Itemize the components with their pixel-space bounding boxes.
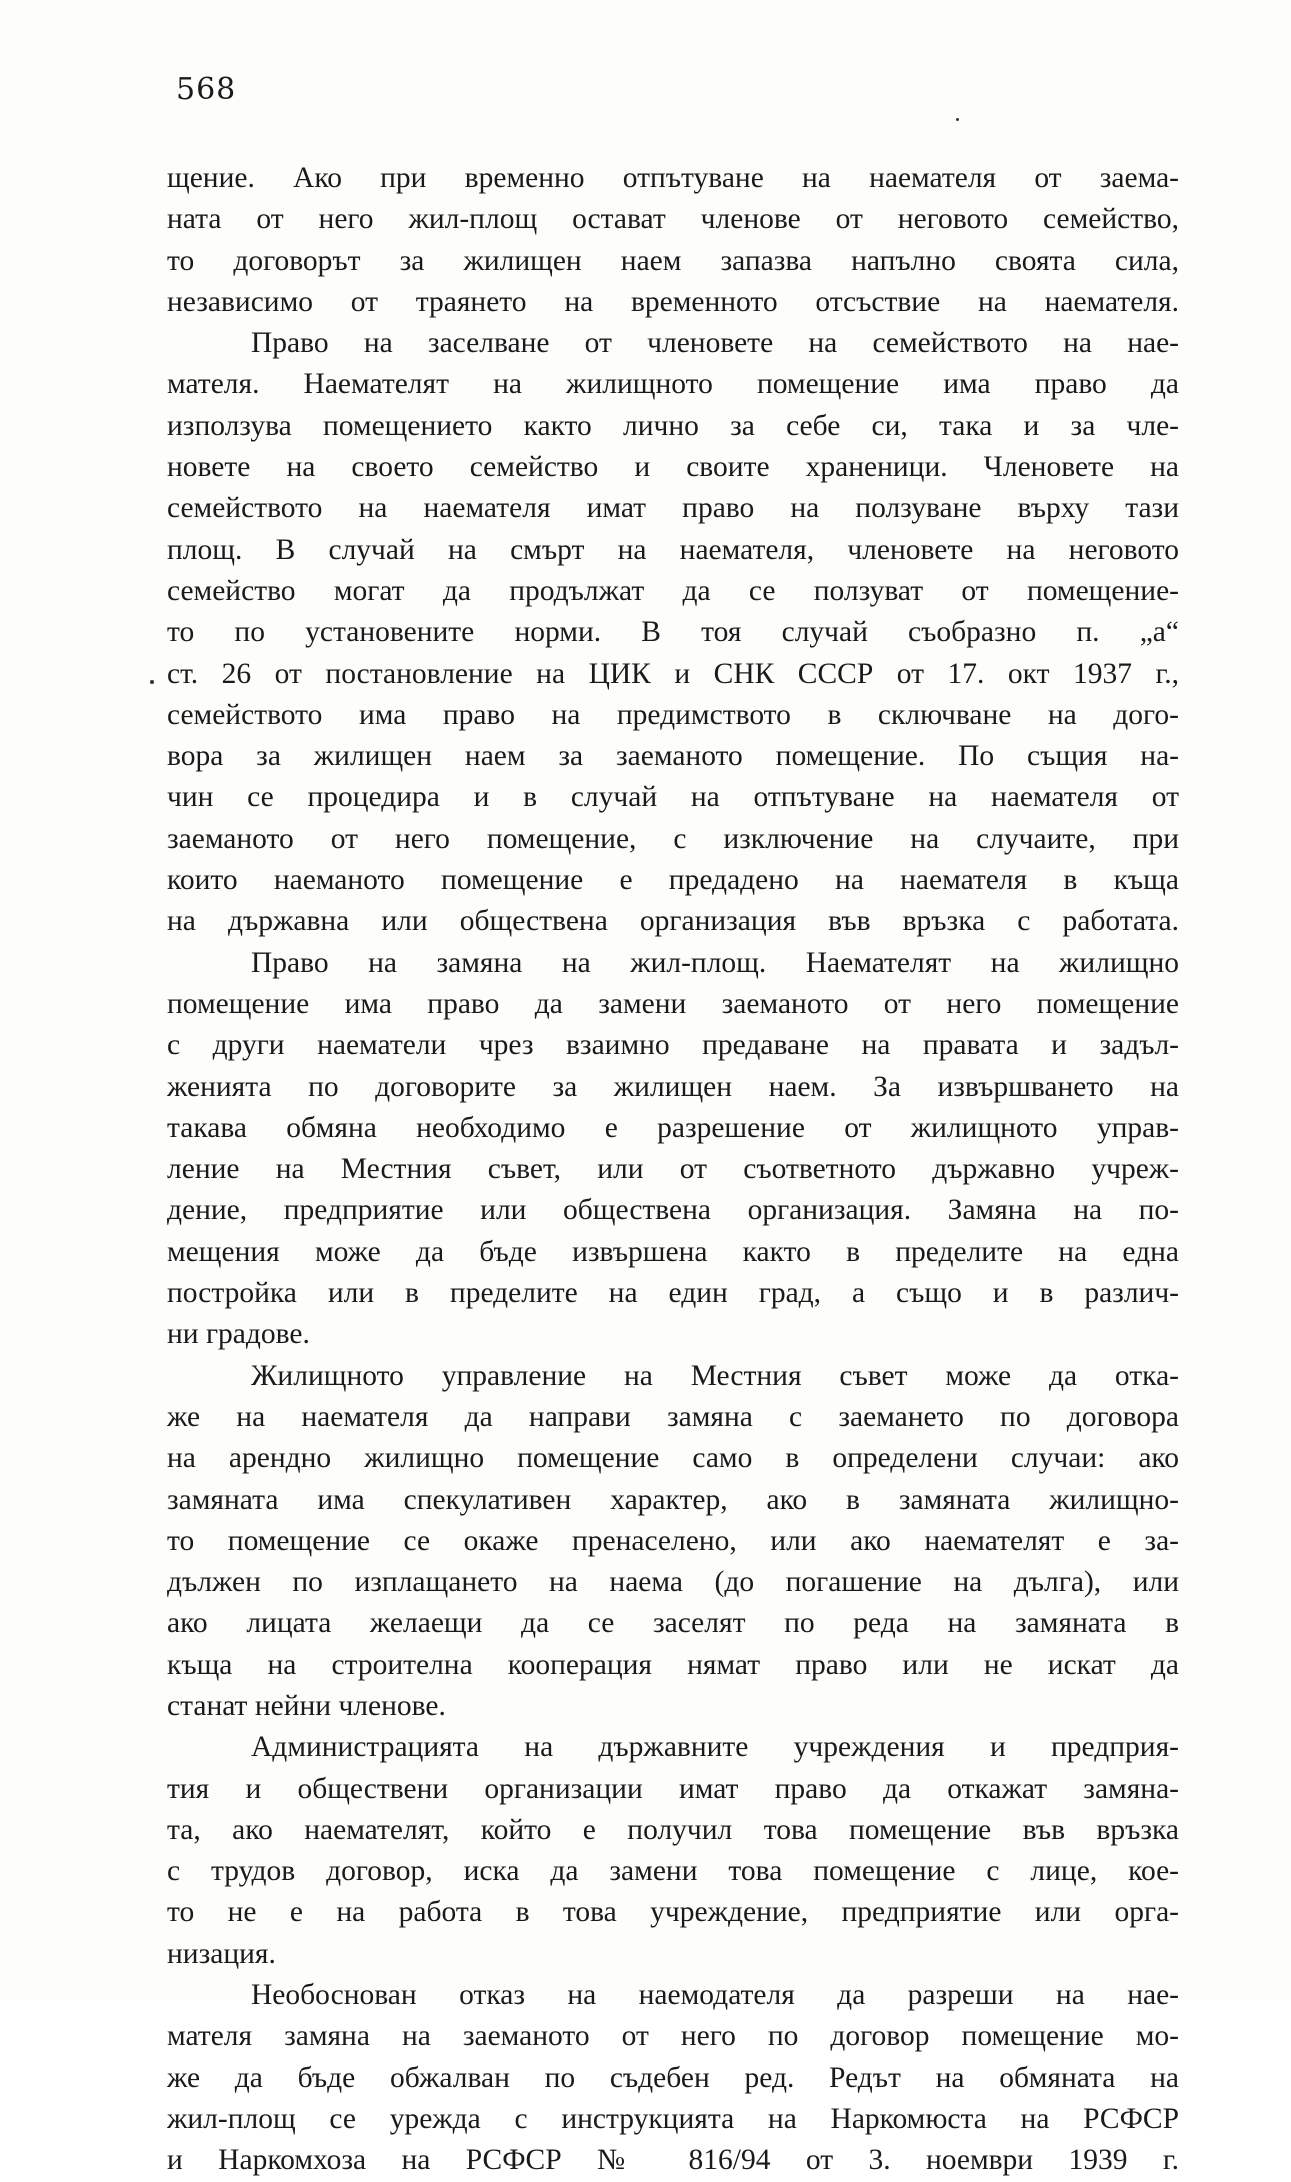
text-line: площ. В случай на смърт на наемателя, членовете на неговото bbox=[167, 533, 1179, 566]
paragraph bbox=[167, 1356, 1179, 1728]
text-line: дължен по изплащането на наема (до погашение на дълга), или bbox=[167, 1566, 1179, 1599]
text-line: ни градове. bbox=[167, 1318, 310, 1351]
text-line: на арендно жилищно помещение само в определени случаи: ако bbox=[167, 1442, 1179, 1475]
scan-speck bbox=[956, 118, 959, 121]
text-line: женията по договорите за жилищен наем. За извършването на bbox=[167, 1070, 1179, 1103]
text-line: семейство могат да продължат да се ползуват от помещение- bbox=[167, 574, 1179, 607]
text-line: тия и обществени организации имат право да откажат замяна- bbox=[167, 1772, 1179, 1805]
paragraph bbox=[167, 943, 1179, 1356]
text-line: независимо от траянето на временното отсъствие на наемателя. bbox=[167, 285, 1179, 318]
text-line: новете на своето семейство и своите храненици. Членовете на bbox=[167, 451, 1179, 484]
text-line: Жилищното управление на Местния съвет може да отка- bbox=[251, 1359, 1179, 1392]
text-line: станат нейни членове. bbox=[167, 1689, 446, 1722]
page-number: 568 bbox=[176, 72, 237, 107]
text-line: такава обмяна необходимо е разрешение от жилищното управ- bbox=[167, 1111, 1179, 1144]
text-line: мателя. Наемателят на жилищното помещение има право да bbox=[167, 368, 1179, 401]
paragraph bbox=[167, 1975, 1179, 2181]
text-line: вора за жилищен наем за заеманото помещение. По същия на- bbox=[167, 740, 1179, 773]
text-line: та, ако наемателят, който е получил това помещение във връзка bbox=[167, 1813, 1179, 1846]
paragraph bbox=[167, 1727, 1179, 1975]
text-line: дение, предприятие или обществена организация. Замяна на по- bbox=[167, 1194, 1179, 1227]
text-line: же да бъде обжалван по съдебен ред. Редът на обмяната на bbox=[167, 2061, 1179, 2094]
text-line: семейството има право на предимството в сключване на дого- bbox=[167, 698, 1179, 731]
text-line: помещение има право да замени заеманото от него помещение bbox=[167, 987, 1179, 1020]
text-line: замяната има спекулативен характер, ако в замяната жилищно- bbox=[167, 1483, 1179, 1516]
text-line: използува помещението както лично за себе си, така и за чле- bbox=[167, 409, 1179, 442]
text-line: постройка или в пределите на един град, а също и в различ- bbox=[167, 1277, 1179, 1310]
text-line: жил-площ се урежда с инструкцията на Наркомюста на РСФСР bbox=[167, 2102, 1179, 2135]
text-line: то помещение се окаже пренаселено, или ако наемателят е за- bbox=[167, 1524, 1179, 1557]
text-line: же на наемателя да направи замяна с заемането по договора bbox=[167, 1400, 1179, 1433]
paragraph bbox=[167, 323, 1179, 942]
text-line: на държавна или обществена организация във връзка с работата. bbox=[167, 905, 1179, 938]
scan-speck bbox=[150, 680, 154, 684]
text-line: Право на заселване от членовете на семейството на нае- bbox=[251, 327, 1179, 360]
body-text bbox=[167, 158, 1179, 2182]
text-line: мещения може да бъде извършена както в пределите на една bbox=[167, 1235, 1179, 1268]
paragraph bbox=[167, 158, 1179, 323]
text-line: ст. 26 от постановление на ЦИК и СНК СССР от 17. окт 1937 г., bbox=[167, 657, 1179, 690]
text-line: с трудов договор, иска да замени това помещение с лице, кое- bbox=[167, 1855, 1179, 1888]
text-line: то не е на работа в това учреждение, предприятие или орга- bbox=[167, 1896, 1179, 1929]
text-line: Администрацията на държавните учреждения и предприя- bbox=[251, 1731, 1179, 1764]
text-line: Право на замяна на жил-площ. Наемателят на жилищно bbox=[251, 946, 1179, 979]
text-line: Необоснован отказ на наемодателя да разреши на нае- bbox=[251, 1979, 1179, 2012]
text-line: къща на строителна кооперация нямат право или не искат да bbox=[167, 1648, 1179, 1681]
text-line: ната от него жил-площ остават членове от неговото семейство, bbox=[167, 203, 1179, 236]
text-line: с други наематели чрез взаимно предаване на правата и задъл- bbox=[167, 1029, 1179, 1062]
text-line: заеманото от него помещение, с изключение на случаите, при bbox=[167, 822, 1179, 855]
text-line: низация. bbox=[167, 1937, 276, 1970]
text-line: щение. Ако при временно отпътуване на наемателя от заема- bbox=[167, 162, 1179, 194]
text-line: то договорът за жилищен наем запазва напълно своята сила, bbox=[167, 244, 1179, 277]
text-line: семейството на наемателя имат право на ползуване върху тази bbox=[167, 492, 1179, 525]
text-line: и Наркомхоза на РСФСР № 816/94 от 3. ноември 1939 г. bbox=[167, 2144, 1179, 2177]
text-line: ако лицата желаещи да се заселят по реда на замяната в bbox=[167, 1607, 1179, 1640]
text-line: ление на Местния съвет, или от съответното държавно учреж- bbox=[167, 1153, 1179, 1186]
text-line: то по установените норми. В тоя случай съобразно п. „а“ bbox=[167, 616, 1179, 649]
text-line: които наеманото помещение е предадено на наемателя в къща bbox=[167, 864, 1179, 897]
text-line: мателя замяна на заеманото от него по договор помещение мо- bbox=[167, 2020, 1179, 2053]
text-line: чин се процедира и в случай на отпътуване на наемателя от bbox=[167, 781, 1179, 814]
